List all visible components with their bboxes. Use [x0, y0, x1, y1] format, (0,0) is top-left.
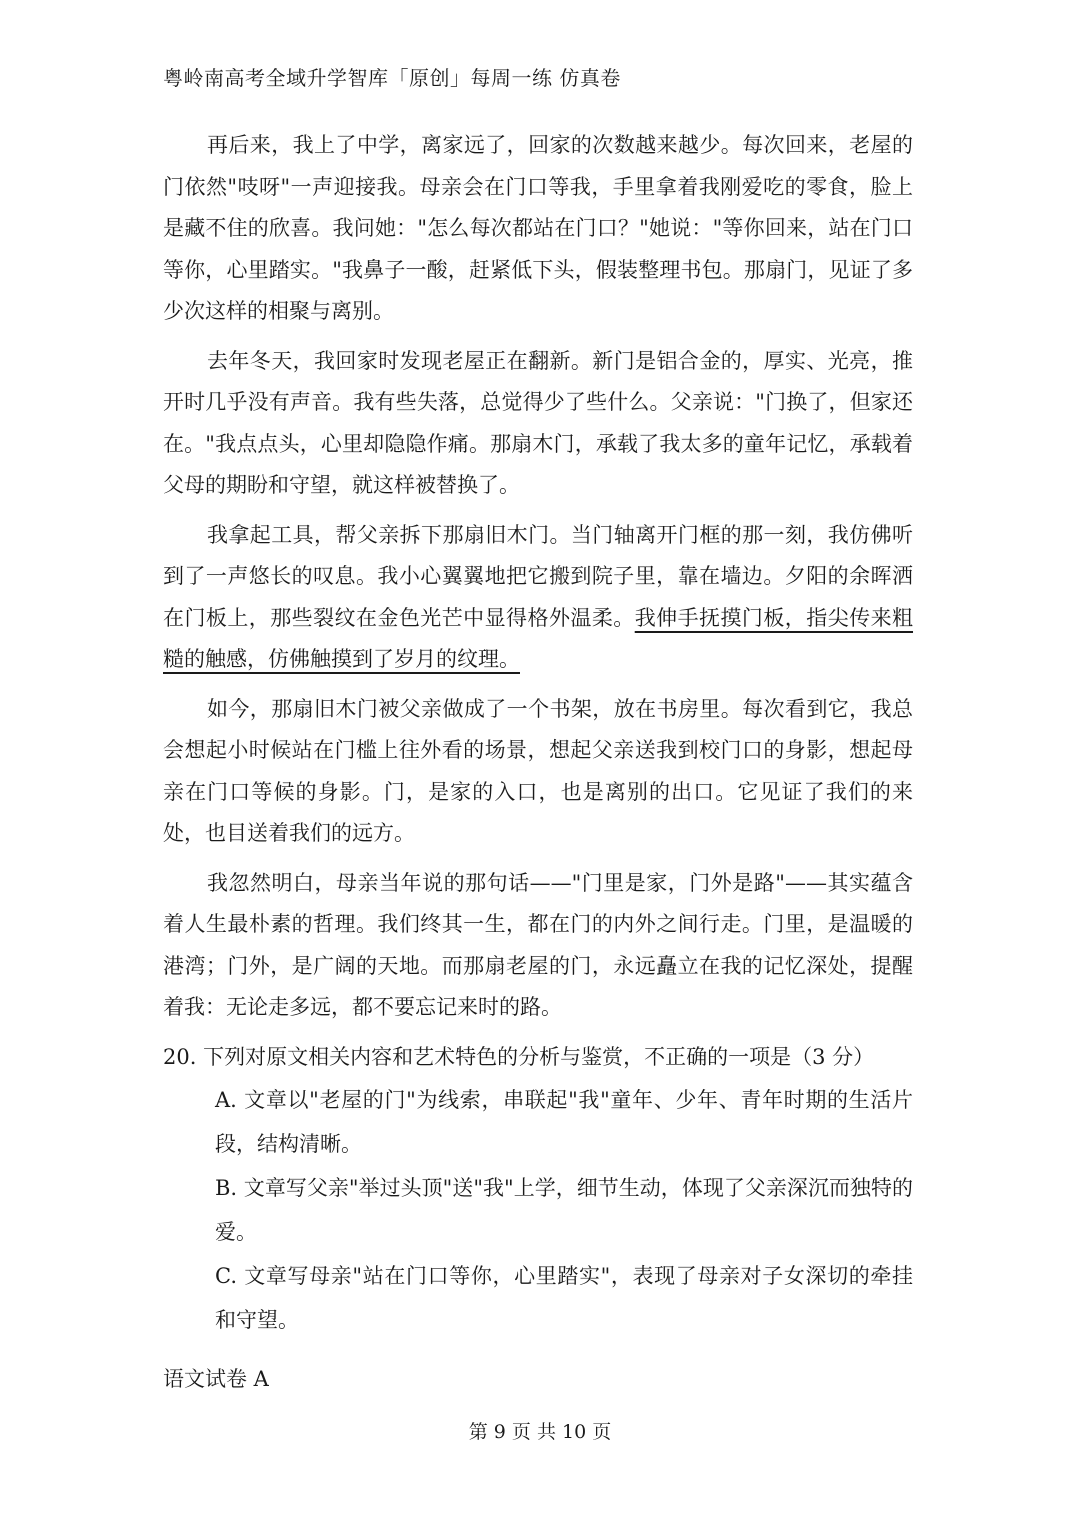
option-b: B. 文章写父亲"举过头顶"送"我"上学，细节生动，体现了父亲深沉而独特的爱。 — [215, 1175, 913, 1244]
paper-label: 语文试卷 A — [163, 1367, 269, 1391]
option-a: A. 文章以"老屋的门"为线索，串联起"我"童年、少年、青年时期的生活片段，结构清晰。 — [215, 1087, 913, 1156]
passage-paragraph — [163, 515, 913, 681]
passage-paragraph: 我忽然明白，母亲当年说的那句话——"门里是家，门外是路"——其实蕴含着人生最朴素的哲理。我们终其一生，都在门的内外之间行走。门里，是温暖的港湾；门外，是广阔的天地。而那扇老屋的门，永远矗立在我的记忆深处，提醒着我：无论走多远，都不要忘记来时的路。 — [163, 870, 913, 1019]
page-header: 粤岭南高考全域升学智库「原创」每周一练 仿真卷 — [163, 66, 621, 90]
paragraph-text: 我拿起工具，帮父亲拆下那扇旧木门。当门轴离开门框的那一刻，我仿佛听到了一声悠长的叹息。我小心翼翼地把它搬到院子里，靠在墙边。夕阳的余晖洒在门板上，那些裂纹在金色光芒中显得格外温柔。 — [163, 522, 913, 630]
option-c: C. 文章写母亲"站在门口等你，心里踏实"，表现了母亲对子女深切的牵挂和守望。 — [215, 1263, 913, 1332]
passage-paragraph: 如今，那扇旧木门被父亲做成了一个书架，放在书房里。每次看到它，我总会想起小时候站在门槛上往外看的场景，想起父亲送我到校门口的身影，想起母亲在门口等候的身影。门，是家的入口，也是离别的出口。它见证了我们的来处，也目送着我们的远方。 — [163, 696, 913, 845]
underlined-sentence: 我伸手抚摸门板，指尖传来粗糙的触感，仿佛触摸到了岁月的纹理。 — [163, 605, 914, 671]
passage-paragraph: 去年冬天，我回家时发现老屋正在翻新。新门是铝合金的，厚实、光亮，推开时几乎没有声音。我有些失落，总觉得少了些什么。父亲说："门换了，但家还在。"我点点头，心里却隐隐作痛。那扇木门，承载了我太多的童年记忆，承载着父母的期盼和守望，就这样被替换了。 — [163, 348, 913, 497]
question-stem: 20. 下列对原文相关内容和艺术特色的分析与鉴赏，不正确的一项是（3 分） — [163, 1044, 875, 1069]
passage-paragraph: 再后来，我上了中学，离家远了，回家的次数越来越少。每次回来，老屋的门依然"吱呀"一声迎接我。母亲会在门口等我，手里拿着我刚爱吃的零食，脸上是藏不住的欣喜。我问她："怎么每次都站在门口？"她说："等你回来，站在门口等你，心里踏实。"我鼻子一酸，赶紧低下头，假装整理书包。那扇门，见证了多少次这样的相聚与离别。 — [163, 133, 913, 323]
page-number: 第 9 页 共 10 页 — [468, 1421, 612, 1443]
question-20 — [163, 1037, 913, 1342]
passage-content — [163, 125, 913, 1342]
